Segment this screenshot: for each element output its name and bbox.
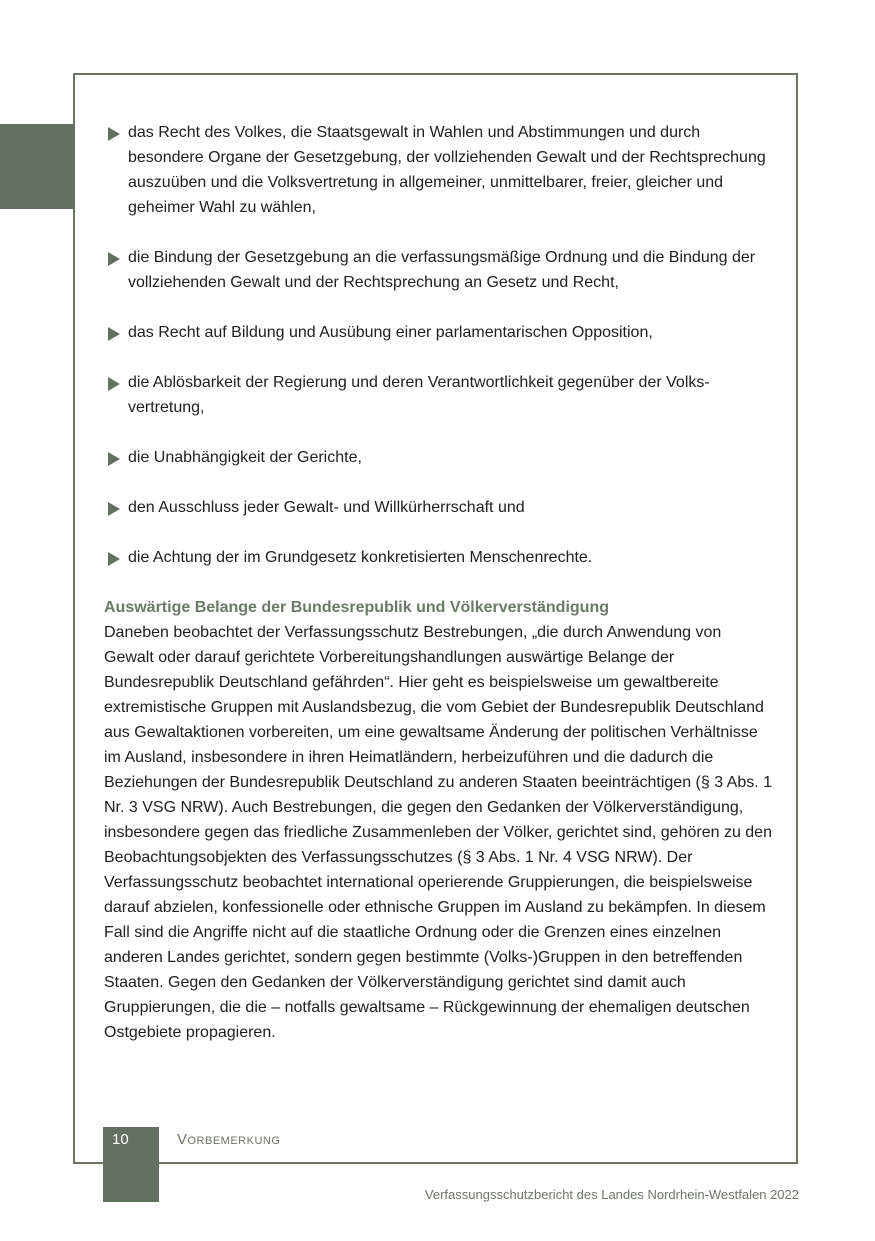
- triangle-bullet-icon: [108, 452, 120, 466]
- section-body: Daneben beobachtet der Verfassungsschutz Bestrebungen, „die durch Anwendung von Gewalt oder darauf gerichtete Vorbereitungshandlungen auswärtige Belange der Bundesrepublik Deutschland gefährden“. Hier geht es beispielsweise um gewaltbereite extremistische Gruppen mit Auslandsbezug, die vom Gebiet der Bundesrepublik Deutschland aus Gewaltaktionen vorbereiten, um eine gewaltsame Änderung der politischen Verhältnisse im Ausland, insbesondere in ihren Heimatländern, herbeizuführen und die dadurch die Beziehungen der Bundesrepublik Deutschland zu anderen Staaten beeinträchtigen (§ 3 Abs. 1 Nr. 3 VSG NRW). Auch Bestrebungen, die gegen den Gedanken der Völkerverständigung, insbesondere gegen das friedliche Zusammenleben der Völker, gerichtet sind, gehören zu den Beobachtungsobjekten des Verfassungsschutzes (§ 3 Abs. 1 Nr. 4 VSG NRW). Der Verfassungsschutz beobachtet international operierende Gruppierungen, die beispielsweise darauf abzielen, konfessionelle oder ethnische Gruppen im Ausland zu bekämpfen. In diesem Fall sind die Angriffe nicht auf die staatliche Ordnung oder die Grenzen eines einzelnen anderen Landes gerichtet, sondern gegen bestimmte (Volks-)Gruppen in den betreffenden Staaten. Gegen den Gedanken der Völkerverständigung gerichtet sind damit auch Gruppierungen, die die – notfalls gewaltsame – Rückgewinnung der ehemaligen deutschen Ostgebiete propagieren.: [104, 624, 773, 1041]
- list-item: das Recht auf Bildung und Ausübung einer parlamentarischen Opposition,: [104, 320, 774, 345]
- list-item: das Recht des Volkes, die Staatsgewalt in Wahlen und Abstimmungen und durch besondere Organe der Gesetzgebung, der vollziehenden Gewalt und der Rechtsprechung auszuüben und die Volksvertretung in allgemeiner, unmittelbarer, freier, gleicher und geheimer Wahl zu wählen,: [104, 120, 774, 220]
- running-section-label: Vorbemerkung: [177, 1131, 281, 1148]
- page-number: 10: [112, 1131, 129, 1148]
- list-item: die Achtung der im Grundgesetz konkretisierten Menschenrechte.: [104, 545, 774, 570]
- triangle-bullet-icon: [108, 127, 120, 141]
- triangle-bullet-icon: [108, 252, 120, 266]
- section-heading: Auswärtige Belange der Bundesrepublik und Völkerverständigung: [104, 599, 609, 616]
- footer-title: Verfassungsschutzbericht des Landes Nordrhein-Westfalen 2022: [424, 1187, 799, 1202]
- page-content: [104, 120, 774, 1045]
- list-item: die Bindung der Gesetzgebung an die verfassungsmäßige Ordnung und die Bindung der vollziehenden Gewalt und der Rechtsprechung an Gesetz und Recht,: [104, 245, 774, 295]
- triangle-bullet-icon: [108, 502, 120, 516]
- side-tab-marker: [0, 124, 75, 209]
- list-item: die Ablösbarkeit der Regierung und deren Verantwortlichkeit gegenüber der Volksvertretung,: [104, 370, 774, 420]
- principles-list: [104, 120, 774, 570]
- list-item: den Ausschluss jeder Gewalt- und Willkürherrschaft und: [104, 495, 774, 520]
- triangle-bullet-icon: [108, 377, 120, 391]
- list-item: die Unabhängigkeit der Gerichte,: [104, 445, 774, 470]
- triangle-bullet-icon: [108, 552, 120, 566]
- triangle-bullet-icon: [108, 327, 120, 341]
